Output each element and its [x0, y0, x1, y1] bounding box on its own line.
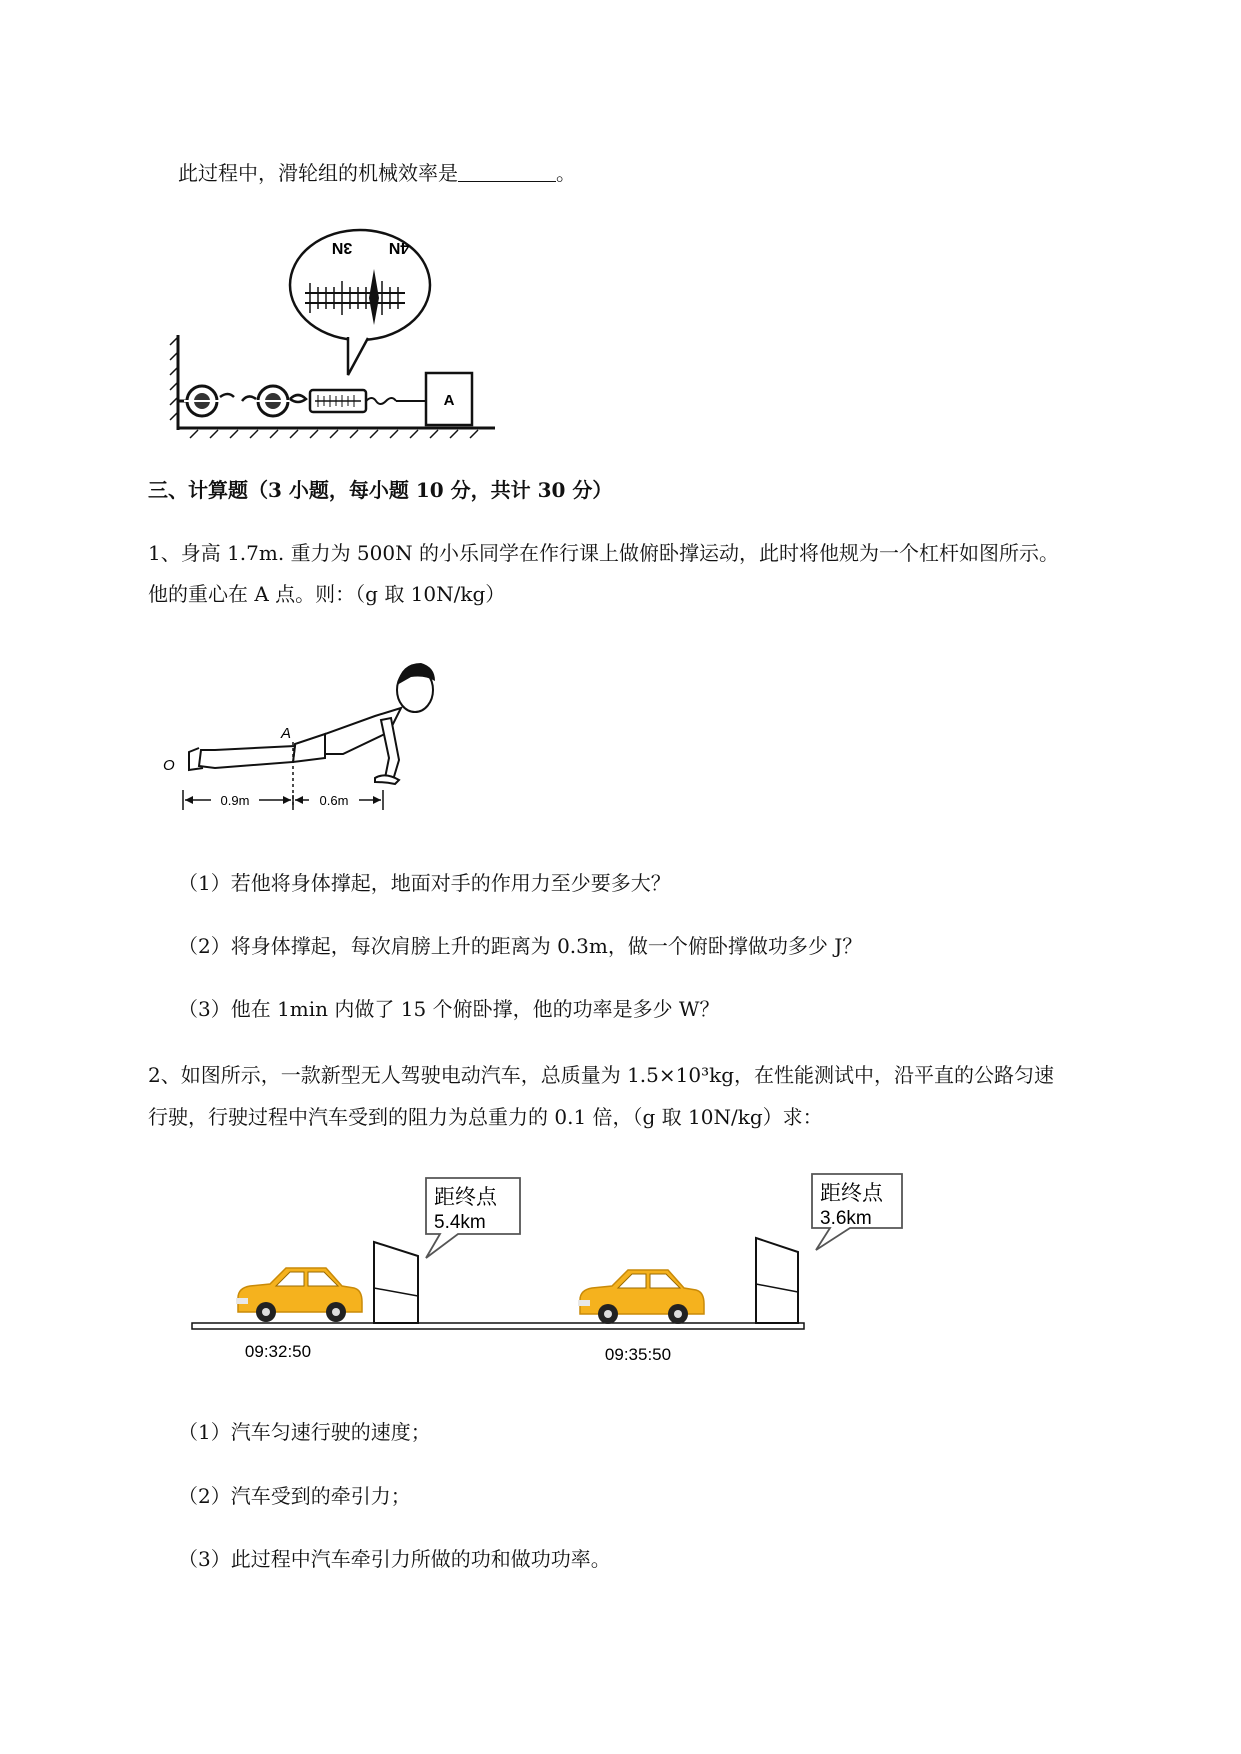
- point-a-label: A: [281, 725, 292, 742]
- spring-scale: [310, 390, 396, 412]
- q1-sub2: （2）将身体撑起，每次肩膀上升的距离为 0.3m，做一个俯卧撑做功多少 J？: [178, 934, 863, 958]
- q2-sub1: （1）汽车匀速行驶的速度；: [178, 1420, 431, 1444]
- prev-question-end: 。: [556, 161, 576, 185]
- sign-post-1: [374, 1242, 418, 1323]
- bubble-pointer: [348, 337, 368, 375]
- car-2: [578, 1270, 704, 1324]
- q2-sub2: （2）汽车受到的牵引力；: [178, 1484, 411, 1508]
- road: [192, 1323, 804, 1329]
- prev-question-line: [178, 160, 576, 186]
- dist-label-left: 0.9m: [220, 793, 250, 808]
- sign2-distance: 3.6km: [820, 1208, 872, 1229]
- q1-line1: 1、身高 1.7m. 重力为 500N 的小乐同学在作行课上做俯卧撑运动，此时将他规为一个杠杆如图所示。: [148, 541, 1059, 565]
- person-legs: [199, 746, 295, 768]
- sign2-title: 距终点: [820, 1182, 883, 1205]
- fixed-pulley: [178, 386, 234, 416]
- sign1-distance: 5.4km: [434, 1212, 486, 1233]
- movable-pulley: [242, 386, 306, 416]
- q1-line2: 他的重心在 A 点。则：（g 取 10N/kg）: [148, 582, 506, 606]
- block-a-label: A: [443, 392, 455, 409]
- dist-label-right: 0.6m: [319, 793, 349, 808]
- point-o-label: O: [163, 757, 175, 774]
- prev-question-text: 此过程中，滑轮组的机械效率是: [178, 161, 458, 185]
- car-1: [236, 1268, 362, 1322]
- q2-line1: 2、如图所示，一款新型无人驾驶电动汽车，总质量为 1.5×10³kg，在性能测试中，沿平直的公路匀速: [148, 1063, 1055, 1087]
- q1-sub1: （1）若他将身体撑起，地面对手的作用力至少要多大？: [178, 871, 671, 895]
- sign-post-2: [756, 1238, 798, 1323]
- pushup-figure: [163, 650, 445, 810]
- section-title: 三、计算题（3 小题，每小题 10 分，共计 30 分）: [148, 478, 613, 502]
- q2-sub3: （3）此过程中汽车牵引力所做的功和做功功率。: [178, 1547, 611, 1571]
- person-shorts: [293, 734, 325, 762]
- car-road-figure: [190, 1170, 920, 1385]
- answer-blank: [458, 161, 556, 182]
- q1-sub3: （3）他在 1min 内做了 15 个俯卧撑，他的功率是多少 W？: [178, 997, 720, 1021]
- pulley-scale-figure: [170, 225, 510, 440]
- time-label-1: 09:32:50: [244, 1342, 312, 1361]
- sign1-title: 距终点: [434, 1186, 497, 1209]
- scale-label-3n: 3N: [331, 239, 353, 256]
- time-label-2: 09:35:50: [604, 1345, 672, 1364]
- person-arm: [381, 718, 399, 780]
- q2-line2: 行驶，行驶过程中汽车受到的阻力为总重力的 0.1 倍，（g 取 10N/kg）求：: [148, 1105, 823, 1129]
- scale-label-4n: 4N: [388, 239, 410, 256]
